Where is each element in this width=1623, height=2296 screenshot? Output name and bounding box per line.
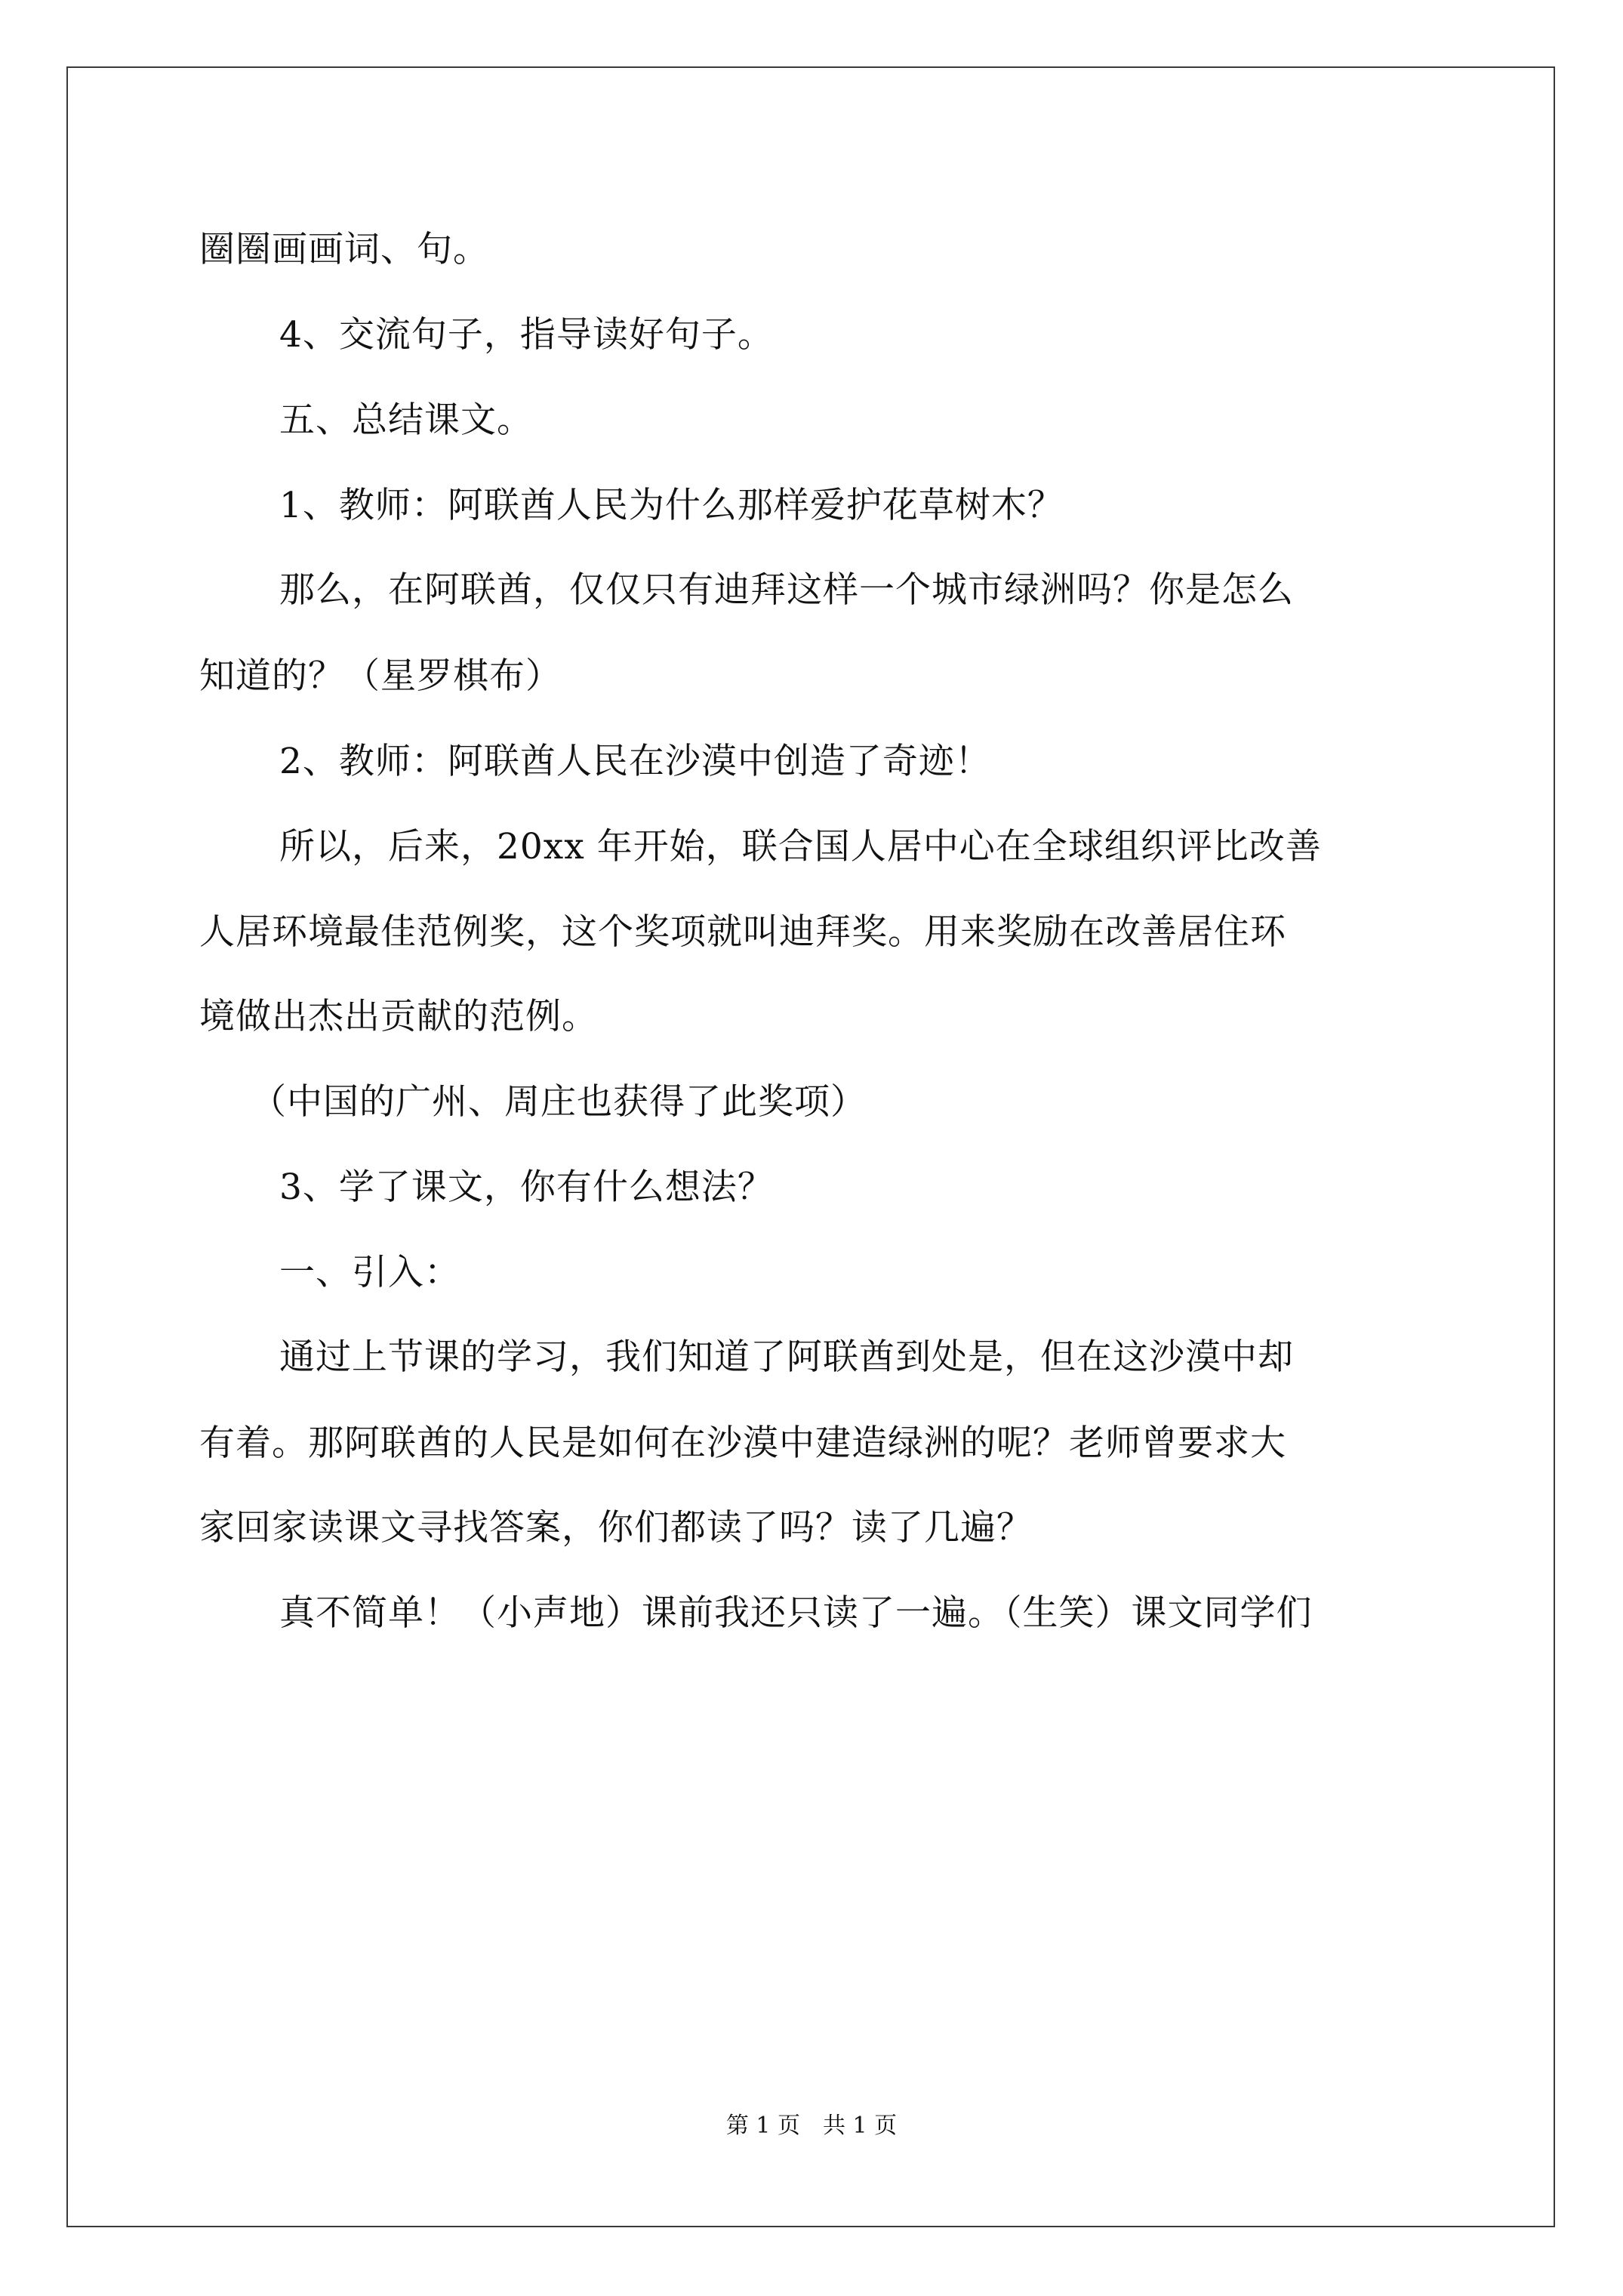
text-line: 一、引入：: [279, 1252, 460, 1293]
text-line: 境做出杰出贡献的范例。: [199, 996, 598, 1037]
text-line: 2、教师：阿联酋人民在沙漠中创造了奇迹！: [279, 741, 991, 782]
text-line: 通过上节课的学习，我们知道了阿联酋到处是，但在这沙漠中却: [279, 1336, 1294, 1378]
page-footer: 第 1 页 共 1 页: [725, 2113, 898, 2139]
text-line: 圈圈画画词、句。: [199, 229, 489, 270]
text-line: 4、交流句子，指导读好句子。: [279, 314, 774, 356]
text-line: 所以，后来，20xx 年开始，联合国人居中心在全球组织评比改善: [279, 826, 1322, 868]
text-line: 真不简单！（小声地）课前我还只读了一遍。（生笑）课文同学们: [279, 1592, 1313, 1634]
text-line: 知道的？（星罗棋布）: [199, 655, 562, 697]
text-line: 人居环境最佳范例奖，这个奖项就叫迪拜奖。用来奖励在改善居住环: [199, 911, 1286, 953]
text-line: 五、总结课文。: [279, 399, 533, 441]
text-line: 有着。那阿联酋的人民是如何在沙漠中建造绿洲的呢？老师曾要求大: [199, 1422, 1286, 1464]
text-line: （中国的广州、周庄也获得了此奖项）: [251, 1081, 867, 1123]
text-line: 1、教师：阿联酋人民为什么那样爱护花草树木？: [279, 485, 1064, 526]
text-line: 家回家读课文寻找答案，你们都读了吗？读了几遍？: [199, 1507, 1033, 1549]
text-line: 3、学了课文，你有什么想法？: [279, 1166, 774, 1208]
page-border: [66, 66, 1555, 2227]
text-line: 那么，在阿联酋，仅仅只有迪拜这样一个城市绿洲吗？你是怎么: [279, 569, 1294, 611]
